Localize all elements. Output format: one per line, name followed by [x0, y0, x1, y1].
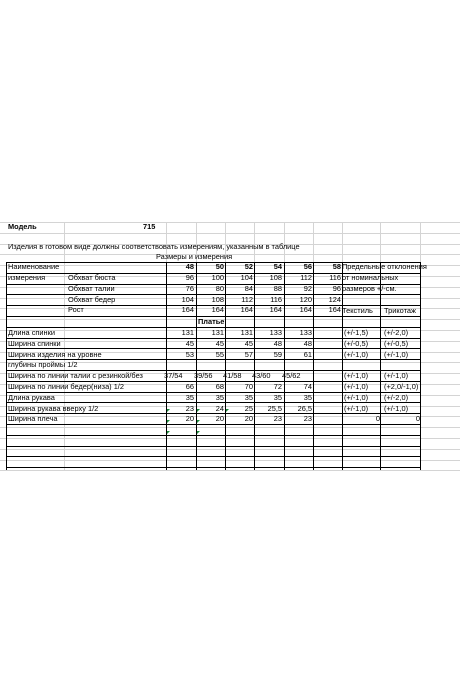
sizes-header: Размеры и измерения [156, 252, 233, 261]
size-54: 54 [273, 262, 282, 271]
garment-value: 35 [215, 393, 224, 402]
garment-value: 20 [244, 414, 253, 423]
garment-label: Ширина плеча [8, 414, 58, 423]
knit-header: Трикотаж [384, 306, 416, 315]
measurement-label: Обхват бюста [68, 273, 116, 282]
garment-value: 37/54 [164, 371, 183, 380]
garment-value: 131 [240, 328, 253, 337]
table-border-column [225, 262, 226, 470]
table-border-column [313, 262, 314, 470]
garment-value: 74 [303, 382, 312, 391]
garment-value: 61 [303, 350, 312, 359]
garment-value: 45/62 [282, 371, 301, 380]
meas-label: измерения [8, 273, 46, 282]
measurement-value: 116 [329, 273, 341, 282]
measurement-value: 164 [299, 305, 312, 314]
table-border-column [166, 262, 167, 470]
table-border-column [6, 262, 7, 470]
cell-indicator-icon [197, 409, 200, 412]
tolerance-line-3: размеров +/-см. [342, 284, 397, 293]
garment-label: глубины проймы 1/2 [8, 360, 78, 369]
measurement-value: 104 [181, 295, 194, 304]
garment-value: 20 [215, 414, 224, 423]
garment-value: 55 [215, 350, 224, 359]
garment-value: 39/56 [194, 371, 213, 380]
measurement-value: 104 [240, 273, 253, 282]
garment-value: 72 [273, 382, 282, 391]
garment-value: 35 [185, 393, 194, 402]
cell-indicator-icon [167, 420, 170, 423]
textile-tolerance: (+/-1,0) [344, 371, 369, 380]
garment-value: 48 [303, 339, 312, 348]
gridline-vertical [64, 222, 65, 470]
measurement-value: 84 [244, 284, 253, 293]
knit-tolerance: 0 [415, 414, 420, 423]
size-spec-sheet [0, 222, 460, 470]
garment-value: 45 [185, 339, 194, 348]
measurement-value: 108 [211, 295, 224, 304]
garment-value: 25,5 [267, 404, 282, 413]
garment-value: 66 [185, 382, 194, 391]
measurement-value: 96 [185, 273, 194, 282]
tolerance-line-1: Предельные отклонения [342, 262, 427, 271]
measurement-value: 164 [211, 305, 224, 314]
garment-value: 26,5 [297, 404, 312, 413]
gridline-horizontal [0, 233, 460, 234]
textile-tolerance: (+/-1,5) [344, 328, 369, 337]
measurement-label: Обхват талии [68, 284, 115, 293]
textile-tolerance: (+/-1,0) [344, 404, 369, 413]
size-58: 58 [332, 262, 341, 271]
garment-value: 25 [244, 404, 253, 413]
table-border-row [6, 456, 420, 457]
garment-value: 57 [244, 350, 253, 359]
knit-tolerance: (+/-2,0) [384, 328, 409, 337]
garment-label: Ширина по линии талии с резинкой/без [8, 371, 143, 380]
requirements-note: Изделия в готовом виде должны соответствовать измерениям, указанным в таблице [8, 242, 300, 251]
measurement-value: 112 [300, 273, 312, 282]
textile-header: Текстиль [342, 306, 373, 315]
gridline-horizontal [0, 460, 460, 461]
knit-tolerance: (+/-1,0) [384, 350, 409, 359]
measurement-value: 124 [328, 295, 341, 304]
garment-value: 131 [211, 328, 224, 337]
measurement-value: 80 [215, 284, 224, 293]
gridline-horizontal [0, 438, 460, 439]
textile-tolerance: (+/-0,5) [344, 339, 369, 348]
name-label: Наименование [8, 262, 60, 271]
garment-value: 23 [303, 414, 312, 423]
measurement-label: Рост [68, 305, 84, 314]
measurement-value: 164 [328, 305, 341, 314]
knit-tolerance: (+/-2,0) [384, 393, 409, 402]
garment-label: Ширина изделия на уровне [8, 350, 102, 359]
measurement-value: 88 [273, 284, 282, 293]
garment-value: 35 [273, 393, 282, 402]
measurement-value: 96 [332, 284, 341, 293]
garment-value: 35 [244, 393, 253, 402]
textile-tolerance: (+/-1,0) [344, 393, 369, 402]
cell-indicator-icon [197, 420, 200, 423]
measurement-value: 100 [211, 273, 224, 282]
knit-tolerance: (+/-1,0) [384, 371, 409, 380]
garment-label: Ширина по линии бедер(низа) 1/2 [8, 382, 124, 391]
measurement-label: Обхват бедер [68, 295, 116, 304]
garment-value: 20 [185, 414, 194, 423]
textile-tolerance: 0 [375, 414, 380, 423]
measurement-value: 164 [181, 305, 194, 314]
garment-label: Длина спинки [8, 328, 55, 337]
section-title: Платье [198, 317, 225, 326]
cell-indicator-icon [167, 409, 170, 412]
garment-value: 41/58 [223, 371, 242, 380]
garment-label: Ширина рукава вверху 1/2 [8, 404, 99, 413]
garment-label: Длина рукава [8, 393, 55, 402]
knit-tolerance: (+/-0,5) [384, 339, 409, 348]
garment-value: 43/60 [252, 371, 271, 380]
garment-value: 133 [299, 328, 312, 337]
table-border-row [6, 424, 420, 425]
measurement-value: 164 [269, 305, 282, 314]
knit-tolerance: (+/-1,0) [384, 404, 409, 413]
textile-tolerance: (+/-1,0) [344, 382, 369, 391]
garment-value: 53 [185, 350, 194, 359]
garment-value: 133 [269, 328, 282, 337]
measurement-value: 120 [299, 295, 312, 304]
cell-indicator-icon [197, 431, 200, 434]
garment-value: 45 [215, 339, 224, 348]
table-border-column [196, 262, 197, 470]
gridline-horizontal [0, 427, 460, 428]
table-border-column [420, 262, 421, 470]
garment-value: 23 [185, 404, 194, 413]
garment-value: 48 [273, 339, 282, 348]
model-label: Модель [8, 222, 37, 231]
textile-tolerance: (+/-1,0) [344, 350, 369, 359]
garment-value: 35 [303, 393, 312, 402]
measurement-value: 112 [241, 295, 253, 304]
garment-value: 23 [273, 414, 282, 423]
measurement-value: 92 [303, 284, 312, 293]
garment-value: 45 [244, 339, 253, 348]
garment-value: 131 [181, 328, 194, 337]
measurement-value: 76 [185, 284, 194, 293]
table-border-row [6, 435, 420, 436]
garment-label: Ширина спинки [8, 339, 61, 348]
cell-indicator-icon [167, 431, 170, 434]
garment-value: 68 [215, 382, 224, 391]
garment-value: 70 [244, 382, 253, 391]
model-number: 715 [143, 222, 156, 231]
table-border-row [6, 467, 420, 468]
tolerance-line-2: от номинальных [342, 273, 399, 282]
size-50: 50 [215, 262, 224, 271]
garment-value: 59 [273, 350, 282, 359]
measurement-value: 164 [240, 305, 253, 314]
table-border-row [6, 446, 420, 447]
garment-value: 24 [215, 404, 224, 413]
cell-indicator-icon [226, 409, 229, 412]
gridline-horizontal [0, 222, 460, 223]
size-56: 56 [303, 262, 312, 271]
size-52: 52 [244, 262, 253, 271]
gridline-horizontal [0, 449, 460, 450]
measurement-value: 108 [269, 273, 282, 282]
gridline-horizontal [0, 470, 460, 471]
table-border-column [284, 262, 285, 470]
gridline-horizontal [0, 319, 460, 320]
measurement-value: 116 [270, 295, 282, 304]
size-48: 48 [185, 262, 194, 271]
knit-tolerance: (+2,0/-1,0) [384, 382, 419, 391]
table-border-column [254, 262, 255, 470]
